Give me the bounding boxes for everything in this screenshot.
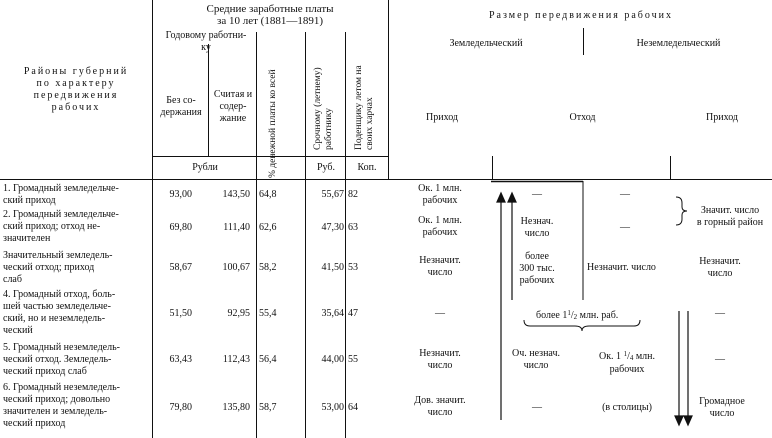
cell-agr-in: Незначит. число xyxy=(419,348,461,371)
cell-agr-in: Ок. 1 млн. рабочих xyxy=(418,183,462,206)
cell-agr-out: Оч. незнач. число xyxy=(511,348,561,371)
row-name: 6. Громадный неземледель- ческий приход; довольно значителен и земледель- ческий приход xyxy=(3,382,121,429)
cell-nonagr-in: — xyxy=(715,308,725,319)
row-name: Значительный земледель- ческий отход; приход слаб xyxy=(3,250,113,285)
header-districts: Районы губерний по характеру передвижения рабочих xyxy=(23,66,129,113)
cell-with-keep: 92,95 xyxy=(227,308,250,319)
cell-pct: 55,4 xyxy=(259,308,277,319)
cell-no-keep: 63,43 xyxy=(169,354,192,365)
cell-merged-out: более $1^1/2$ млн. раб. xyxy=(536,309,619,321)
cell-agr-in: Незначит. число xyxy=(419,255,461,278)
cell-nonagr-in: — xyxy=(715,354,725,365)
cell-agr-out: Незнач. число xyxy=(520,216,554,239)
cell-term: 53,00 xyxy=(321,402,344,413)
row-name: 4. Громадный отход, боль- шей частью земледельче- ский, но и неземледель- ческий xyxy=(3,289,116,336)
cell-pct: 56,4 xyxy=(259,354,277,365)
cell-day: 63 xyxy=(348,222,358,233)
cell-with-keep: 135,80 xyxy=(222,402,250,413)
header-no-keep: Без со- держания xyxy=(160,95,202,118)
cell-nonagr-out: — xyxy=(620,222,630,233)
header-agricultural: Земледельческий xyxy=(449,38,523,49)
cell-agr-out: — xyxy=(532,189,542,200)
unit-kop: Коп. xyxy=(357,162,377,173)
cell-with-keep: 143,50 xyxy=(222,189,250,200)
cell-nonagr-out: Ок. 1 $^1$/4 млн. рабочих xyxy=(598,350,656,375)
header-day-worker: Поденщику летом на своих харчах xyxy=(354,65,375,150)
cell-pct: 62,6 xyxy=(259,222,277,233)
cell-agr-in: Ок. 1 млн. рабочих xyxy=(418,215,462,238)
cell-term: 47,30 xyxy=(321,222,344,233)
cell-no-keep: 51,50 xyxy=(169,308,192,319)
header-inflow-2: Приход xyxy=(706,112,738,123)
cell-with-keep: 112,43 xyxy=(222,354,250,365)
cell-pct: 58,2 xyxy=(259,262,277,273)
cell-term: 41,50 xyxy=(321,262,344,273)
cell-day: 53 xyxy=(348,262,358,273)
cell-term: 35,64 xyxy=(321,308,344,319)
cell-term: 55,67 xyxy=(321,189,344,200)
header-term-worker: Срочному (летнему) работнику xyxy=(313,67,334,150)
cell-nonagr-out: (в столицы) xyxy=(602,402,652,413)
cell-nonagr-in: Незначит. число xyxy=(699,256,741,279)
cell-pct: 58,7 xyxy=(259,402,277,413)
cell-with-keep: 111,40 xyxy=(223,222,250,233)
header-wages-group: Средние заработные платы за 10 лет (1881—1891) xyxy=(206,3,334,27)
header-outflow: Отход xyxy=(569,112,596,123)
header-inflow: Приход xyxy=(426,112,458,123)
cell-day: 64 xyxy=(348,402,358,413)
cell-pct: 64,8 xyxy=(259,189,277,200)
cell-agr-out: более 300 тыс. рабочих xyxy=(519,251,555,286)
cell-agr-in: Дов. значит. число xyxy=(414,395,466,418)
cell-no-keep: 79,80 xyxy=(169,402,192,413)
row-name: 2. Громадный земледельче- ский приход; отход не- значителен xyxy=(3,209,119,244)
header-with-keep: Считая и содер- жание xyxy=(213,89,253,124)
cell-term: 44,00 xyxy=(321,354,344,365)
cell-nonagr-out: Незначит. число xyxy=(587,262,656,273)
header-pct-money: % денежной платы ко всей xyxy=(268,69,278,178)
cell-agr-out: — xyxy=(532,402,542,413)
row-name: 5. Громадный неземледель- ческий отход. Земледель- ческий приход слаб xyxy=(3,342,121,377)
cell-with-keep: 100,67 xyxy=(222,262,250,273)
cell-agr-in: — xyxy=(435,308,445,319)
unit-rubles: Рубли xyxy=(192,162,218,173)
cell-nonagr-in: Громадное число xyxy=(699,396,745,419)
cell-day: 82 xyxy=(348,189,358,200)
cell-no-keep: 93,00 xyxy=(169,189,192,200)
header-annual-worker: Годовому работни- ку xyxy=(165,30,247,53)
unit-rub: Руб. xyxy=(316,162,336,173)
header-movement-group: Размер передвижения рабочих xyxy=(489,10,673,21)
cell-no-keep: 69,80 xyxy=(169,222,192,233)
cell-day: 55 xyxy=(348,354,358,365)
note-mining: Значит. число в горный район xyxy=(696,205,764,228)
row-name: 1. Громадный земледельче- ский приход xyxy=(3,183,119,206)
cell-nonagr-out: — xyxy=(620,189,630,200)
header-nonagricultural: Неземледельческий xyxy=(636,38,721,49)
cell-no-keep: 58,67 xyxy=(169,262,192,273)
cell-day: 47 xyxy=(348,308,358,319)
